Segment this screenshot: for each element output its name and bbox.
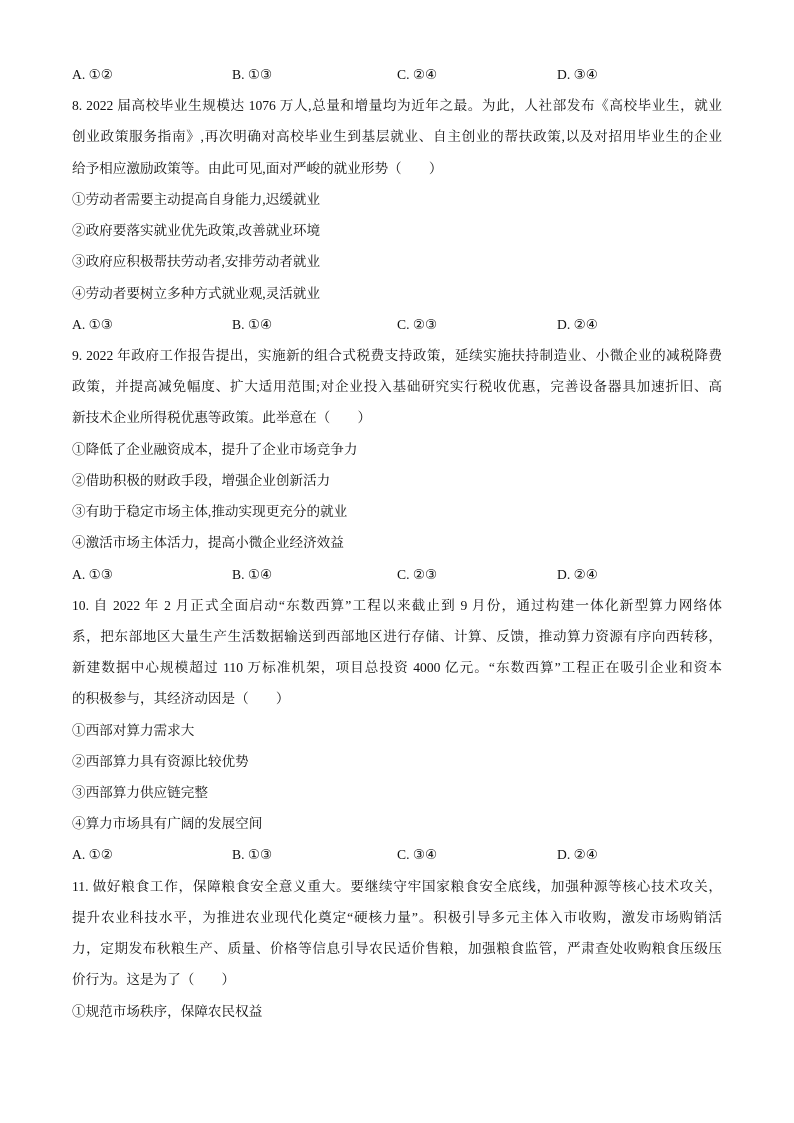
statement-1: ①规范市场秩序，保障农民权益: [72, 1003, 263, 1019]
option-c: C. ②④: [397, 67, 438, 82]
statement-1: ①劳动者需要主动提高自身能力,迟缓就业: [72, 191, 321, 207]
option-a: A. ①③: [72, 566, 113, 582]
question-stem-line: 新建数据中心规模超过 110 万标准机架，项目总投资 4000 亿元。“东数西算”工程正在吸引企业和资本: [72, 660, 722, 676]
option-c: C. ③④: [397, 847, 438, 863]
question-stem-line: 价行为。这是为了（ ）: [72, 972, 236, 988]
question-stem-line: 8. 2022 届高校毕业生规模达 1076 万人,总量和增量均为近年之最。为此，人社部发布《高校毕业生，就业: [72, 98, 722, 114]
option-b: B. ①④: [232, 566, 273, 582]
page-content: [72, 59, 722, 1027]
question-stem-line: 11. 做好粮食工作，保障粮食安全意义重大。要继续守牢国家粮食安全底线，加强种源等核心技术攻关，: [72, 878, 722, 894]
question-stem-line: 9. 2022 年政府工作报告提出，实施新的组合式税费支持政策，延续实施扶持制造业、小微企业的减税降费: [72, 347, 722, 363]
question-10: [72, 590, 722, 871]
statement-3: ③有助于稳定市场主体,推动实现更充分的就业: [72, 504, 348, 520]
option-b: B. ①④: [232, 316, 273, 332]
question-stem-line: 力，定期发布秋粮生产、质量、价格等信息引导农民适价售粮，加强粮食监管，严肃查处收购粮食压级压: [72, 941, 722, 957]
option-d: D. ②④: [557, 847, 598, 863]
question-stem-line: 提升农业科技水平，为推进农业现代化奠定“硬核力量”。积极引导多元主体入市收购，激发市场购销活: [72, 909, 722, 925]
statement-1: ①西部对算力需求大: [72, 722, 195, 738]
option-a: A. ①②: [72, 847, 113, 863]
option-b: B. ①③: [232, 67, 273, 82]
option-a: A. ①②: [72, 67, 113, 82]
option-c: C. ②③: [397, 316, 438, 332]
answer-options: [72, 309, 722, 340]
statement-2: ②借助积极的财政手段，增强企业创新活力: [72, 472, 331, 488]
question-stem-line: 政策，并提高减免幅度、扩大适用范围;对企业投入基础研究实行税收优惠，完善设备器具加速折旧、高: [72, 379, 722, 395]
answer-options: [72, 839, 722, 870]
prev-question-options: [72, 59, 722, 90]
answer-options: [72, 559, 722, 590]
statement-4: ④激活市场主体活力，提高小微企业经济效益: [72, 535, 344, 551]
option-a: A. ①③: [72, 316, 113, 332]
question-11: [72, 871, 722, 1027]
question-8: [72, 90, 722, 340]
statement-2: ②政府要落实就业优先政策,改善就业环境: [72, 223, 321, 239]
question-stem-line: 新技术企业所得税优惠等政策。此举意在（ ）: [72, 410, 372, 426]
statement-4: ④劳动者要树立多种方式就业观,灵活就业: [72, 285, 321, 301]
question-9: [72, 340, 722, 590]
option-d: D. ②④: [557, 316, 598, 332]
question-stem-line: 系，把东部地区大量生产生活数据输送到西部地区进行存储、计算、反馈，推动算力资源有序向西转移，: [72, 628, 722, 644]
statement-1: ①降低了企业融资成本，提升了企业市场竞争力: [72, 441, 358, 457]
statement-3: ③政府应积极帮扶劳动者,安排劳动者就业: [72, 254, 321, 270]
statement-2: ②西部算力具有资源比较优势: [72, 753, 249, 769]
question-stem-line: 创业政策服务指南》,再次明确对高校毕业生到基层就业、自主创业的帮扶政策,以及对招用毕业生的企业: [72, 129, 722, 145]
statement-3: ③西部算力供应链完整: [72, 785, 208, 801]
statement-4: ④算力市场具有广阔的发展空间: [72, 816, 263, 832]
option-b: B. ①③: [232, 847, 273, 863]
question-stem-line: 给予相应激励政策等。由此可见,面对严峻的就业形势（ ）: [72, 160, 443, 176]
question-stem-line: 10. 自 2022 年 2 月正式全面启动“东数西算”工程以来截止到 9 月份，通过构建一体化新型算力网络体: [72, 597, 722, 613]
option-d: D. ②④: [557, 566, 598, 582]
option-d: D. ③④: [557, 67, 598, 82]
question-stem-line: 的积极参与，其经济动因是（ ）: [72, 691, 290, 707]
option-c: C. ②③: [397, 566, 438, 582]
